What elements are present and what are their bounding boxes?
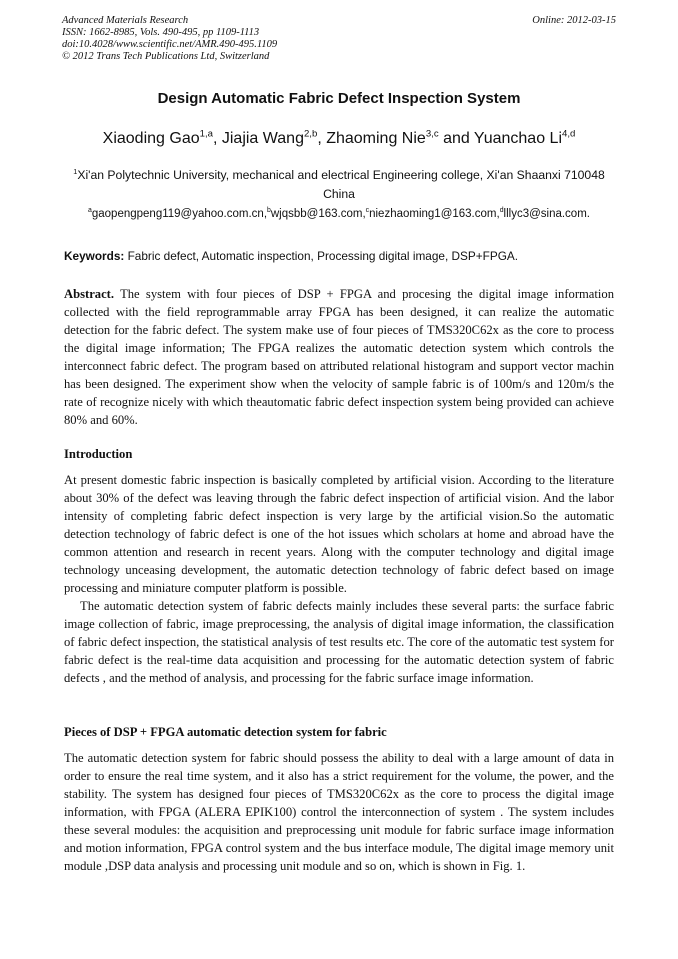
author-sup: 1,a bbox=[199, 128, 213, 140]
email-address[interactable]: gaopengpeng119@yahoo.com.cn, bbox=[91, 208, 268, 220]
author-sup: 4,d bbox=[562, 128, 576, 140]
journal-name: Advanced Materials Research bbox=[62, 15, 189, 26]
email-sup: b bbox=[267, 207, 271, 215]
paper-title: Design Automatic Fabric Defect Inspection System bbox=[157, 90, 521, 107]
author-list bbox=[0, 130, 678, 148]
author-name: Yuanchao Li bbox=[473, 130, 562, 147]
journal-header bbox=[62, 15, 616, 63]
abstract-text: The system with four pieces of DSP + FPGA and procesing the digital image information collected with the field reprogrammable array FPGA has been designed, it can realize the automatic detection for the fabric defect. The system make use of four pieces of TMS320C62x as the core to process the digital image information; The FPGA realizes the automatic detection system which controls the interconnect fabric defect. The program based on attributed relational histogram and support vector machin has been designed. The experiment show when the velocity of sample fabric is of 100m/s and 120m/s the rate of recognize nicely with which theautomatic fabric defect inspection system being provided can achieve 80% and 60%. bbox=[64, 287, 614, 427]
introduction-heading: Introduction bbox=[64, 447, 133, 461]
email-sup: c bbox=[365, 207, 370, 215]
abstract bbox=[64, 285, 614, 429]
doi-line: doi:10.4028/www.scientific.net/AMR.490-495.1109 bbox=[62, 39, 278, 50]
author-separator: , bbox=[317, 130, 327, 147]
author-name: Zhaoming Nie bbox=[326, 130, 426, 147]
email-address[interactable]: niezhaoming1@163.com, bbox=[369, 208, 500, 220]
section-2-paragraph-1: The automatic detection system for fabric should possess the ability to deal with a large amount of data in order to ensure the real time system, and it also has a strict requirement for the volume, the power, and the stability. The system has designed four pieces of TMS320C62x as the core to process the digital image information, with FPGA (ALERA EPIK100) control the interconnection of system . The system includes these several modules: the acquisition and preprocessing unit module for fabric surface image information and motion information, FPGA control system and the bus interface module, The digital image memory unit module ,DSP data analysis and processing unit module and so on, which is shown in Fig. 1. bbox=[64, 751, 614, 873]
keywords bbox=[64, 249, 614, 263]
abstract-label: Abstract. bbox=[64, 287, 115, 301]
keywords-label: Keywords: bbox=[64, 249, 125, 263]
online-date: Online: 2012-03-15 bbox=[532, 15, 616, 26]
issn-line: ISSN: 1662-8985, Vols. 490-495, pp 1109-1113 bbox=[62, 27, 260, 38]
author-name: Xiaoding Gao bbox=[102, 130, 200, 147]
email-address[interactable]: wjqsbb@163.com, bbox=[270, 208, 366, 220]
copyright-line: © 2012 Trans Tech Publications Ltd, Switzerland bbox=[62, 51, 270, 62]
author-sup: 2,b bbox=[303, 128, 318, 140]
affiliation-sup: 1 bbox=[73, 166, 78, 176]
author-separator: and bbox=[438, 130, 474, 147]
affiliation-text: Xi'an Polytechnic University, mechanical and electrical Engineering college, Xi'an Shaanxi 710048 China bbox=[77, 168, 605, 201]
author-separator: , bbox=[212, 130, 222, 147]
email-sup: d bbox=[499, 207, 504, 215]
email-list bbox=[0, 208, 678, 220]
author-name: Jiajia Wang bbox=[221, 130, 304, 147]
affiliation bbox=[64, 166, 614, 204]
section-2-heading: Pieces of DSP + FPGA automatic detection system for fabric bbox=[64, 725, 387, 739]
author-sup: 3,c bbox=[425, 128, 439, 140]
keywords-text: Fabric defect, Automatic inspection, Processing digital image, DSP+FPGA. bbox=[124, 249, 519, 263]
email-sup: a bbox=[88, 207, 92, 215]
introduction-paragraph-1: At present domestic fabric inspection is basically completed by artificial vision. According to the literature about 30% of the defect was leaving through the fabric defect inspection of artificial vision. And the labor intensity of completing fabric defect inspection is very large by the artificial vision.So the automatic detection technology of fabric defect is one of the hot issues which scholars at home and abroad have the common attention and research in recent years. Along with the computer technology and digital image technology unceasing development, the automatic detection technology of fabric defect based on image processing and miniature computer platform is possible. bbox=[64, 473, 614, 595]
email-address[interactable]: lllyc3@sina.com. bbox=[503, 208, 590, 220]
introduction-paragraph-2: The automatic detection system of fabric defects mainly includes these several parts: the surface fabric image collection of fabric, image preprocessing, the analysis of digital image information, the classification of fabric defect inspection, the statistical analysis of test results etc. The core of the automatic test system for fabric defect is the real-time data acquisition and processing for the automatic detection system of fabric defects , and the method of analysis, and processing for the fabric surface image information. bbox=[64, 599, 614, 685]
